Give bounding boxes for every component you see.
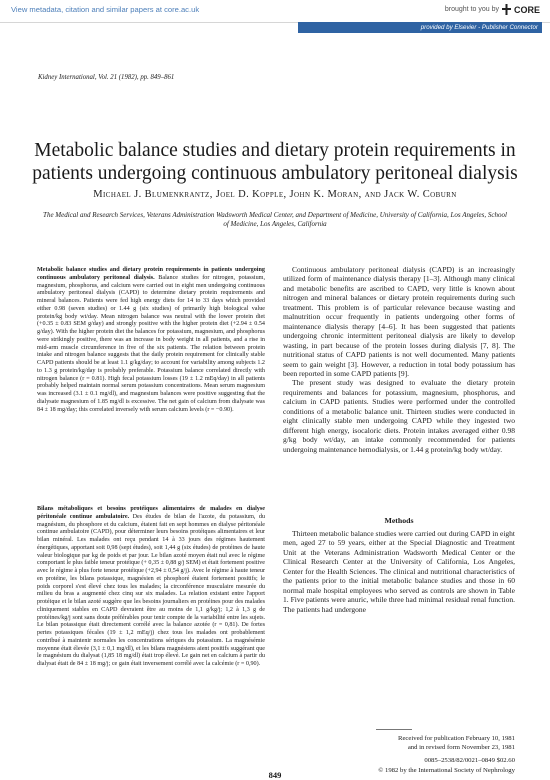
abstract-french-body: Des études de bilan de l'azote, du potassium, du magnésium, du phosphore et du calcium, étaient fait en sept hommes en dialyse péritonéale continue ambulatoire (CAPD), pour déterminer leurs besoins protéiques alimentaires et leur bilan minéral. Les malades ont reçu pendant 14 à 33 jours des régimes hautement énergétiques, apportant soit 0,98 (sept études), soit 1,44 g (six études) de protéines de haute valeur biologique par kg de poids et par jour. Le bilan azoté moyen était nul avec le régime comportant le plus faible teneur protéique (+ 0,35 ± 0,88 g/j SEM) et était fortement positive avec le régime à plus forte teneur protéique (+2,94 ± 0,54 g/j). Avec le régime à haute teneur en protéine, les bilans potassique, magnésien et phosphoré étaient fortement positifs; le poids corporel s'est élevé chez tous les malades; la circonférence musculaire mesurée du milieu du bras a augmenté chez cinq sur six malades. La relation existant entre l'apport protéique et le bilan azoté suggère que les besoins journaliers en protéines pour des malades cliniquement stables en CAPD devraient être au moins de 1,1 g/kg/j; 1,2 à 1,3 g de protéines/kg/j sont sans doute préférables pour tenir compte de la variabilité entre les sujets. Le bilan potassique était directement corrélé avec la balance azotée (r = 0,81). De fortes pertes potassiques fécales (19 ± 1,2 mEq/j) chez tous les malades ont probablement contribué à maintenir normales les concentrations sériques du potassium. La magnésémie moyenne était élevée (3,1 ± 0,1 mg/dl), et les bilans magnésiens aient positifs suggérant que le magnésium du dialysat (1,85 18 mg/dl) était trop élevé. Le gain net en calcium à partir du dialysat était de 84 ± 18 mg/j; ce gain était inversement corrélé avec la calcémie (r = 0,90). bbox=[37, 513, 266, 667]
methods-paragraph: Thirteen metabolic balance studies were carried out during CAPD in eight men, aged 27 to 59 years, either at the Special Diagnostic and Treatment Unit at the Veterans Administration Wadsworth Medical Center or the Clinical Research Center at the University of California, Los Angeles, Center for the Health Sciences. The clinical and nutritional characteristics of the patients prior to the initial metabolic balance studies and those in 60 normal male hospital employees who served as controls are shown in Table 1. Five patients were anuric, while three had minimal residual renal function. The patients had undergone bbox=[283, 529, 515, 614]
abstract-english bbox=[37, 267, 265, 414]
methods-section bbox=[283, 529, 515, 614]
page-number: 849 bbox=[268, 770, 282, 780]
abstract-english-body: Balance studies for nitrogen, potassium, magnesium, phosphorus, and calcium were carried out in eight men undergoing continuous ambulatory peritoneal dialysis (CAPD) to determine dietary protein requirements and mineral balances. Patients were fed high energy diets for 14 to 33 days which provided either 0.98 (seven studies) or 1.44 g (six studies) of primarily high biological value protein/kg body wt/day. Mean nitrogen balance was neutral with the lower protein diet (+0.35 ± 0.83 SEM g/day) and strongly positive with the higher protein diet (+2.94 ± 0.54 g/day). With the higher protein diet the balances for potassium, magnesium, and phosphorus were strikingly positive, there was an increase in body weight in all patients, and a rise in mid-arm muscle circumference in five of the six patients. The relation between protein intake and nitrogen balance suggests that the daily protein requirement for clinically stable CAPD patients should be at least 1.1 g/kg/day; to account for variability among subjects 1.2 to 1.3 g protein/kg/day is probably preferable. Potassium balance correlated directly with nitrogen balance (r = 0.81). High fecal potassium losses (19 ± 1.2 mEq/day) in all patients probably helped maintain normal serum potassium concentrations. Mean serum magnesium was increased (3.1 ± 0.1 mg/dl), and magnesium balances were positive suggesting that the dialysate magnesium of 1.85 mg/dl is excessive. The net gain of calcium from dialysate was 84 ± 18 mg/day; this correlated inversely with serum calcium levels (r = −0.90). bbox=[37, 274, 265, 413]
footnote-divider bbox=[376, 729, 412, 730]
copyright-notice: © 1982 by the International Society of Nephrology bbox=[378, 767, 515, 774]
brought-by-text: brought to you by bbox=[444, 6, 499, 13]
introduction-section bbox=[283, 265, 515, 454]
provided-by-banner[interactable]: provided by Elsevier - Publisher Connector bbox=[298, 22, 542, 33]
core-header-bar bbox=[0, 0, 550, 23]
core-label[interactable]: CORE bbox=[513, 4, 540, 15]
received-dates: Received for publication February 10, 1981 and in revised form November 23, 1981 bbox=[398, 735, 515, 751]
journal-citation: Kidney International, Vol. 21 (1982), pp. 849–861 bbox=[38, 74, 175, 81]
intro-paragraph: Continuous ambulatory peritoneal dialysis (CAPD) is an increasingly utilized form of maintenance dialysis therapy [1–3]. Although many clinical and metabolic benefits are ascribed to CAPD, very little is known about nitrogen and mineral balances or dietary protein requirements during such treatment. This problem is of particular relevance because wasting and malnutrition occur frequently in patients undergoing other forms of maintenance dialysis therapy [4–6]. It has been suggested that patients undergoing chronic intermittent peritoneal dialysis are likely to develop wasting, in part because of the protein losses during dialysis [7, 8]. The nutritional status of CAPD patients is not well documented. Many patients seem to gain weight [3]. However, a reduction in total body potassium has been reported in some CAPD patients [9]. bbox=[283, 265, 515, 378]
core-logo-icon bbox=[502, 4, 511, 15]
core-metadata-link[interactable]: View metadata, citation and similar papers at core.ac.uk bbox=[11, 5, 200, 14]
methods-heading: Methods bbox=[384, 516, 414, 525]
author-list: Michael J. Blumenkrantz, Joel D. Kopple, John K. Moran, and Jack W. Coburn bbox=[93, 189, 457, 200]
article-title: Metabolic balance studies and dietary protein requirements in patients undergoing continuous ambulatory peritoneal dialysis bbox=[32, 140, 518, 184]
core-branding bbox=[445, 4, 540, 15]
abstract-english-lead: Metabolic balance studies and dietary protein requirements in patients undergoing continuous ambulatory peritoneal dialysis. bbox=[37, 267, 265, 281]
abstract-french-lead: Bilans métaboliques et besoins protéiques alimentaires de malades en dialyse péritonéale continue ambulatoire. bbox=[37, 506, 265, 520]
abstract-french bbox=[37, 506, 265, 669]
author-affiliation: The Medical and Research Services, Veterans Administration Wadsworth Medical Center, and Department of Medicine, University of California, Los Angeles, School of Medicine, Los Angeles, California bbox=[43, 211, 507, 228]
article-code: 0085–2538/82/0021–0849 $02.60 bbox=[424, 757, 515, 764]
intro-paragraph: The present study was designed to evaluate the dietary protein requirements and balances for potassium, magnesium, phosphorus, and calcium in CAPD patients. Studies were performed under the controlled conditions of a metabolic balance unit. Thirteen studies were conducted in eight clinically stable men undergoing CAPD while they ingested two different high energy, isocaloric diets. Protein intakes averaged either 0.98 g/kg body wt/day, an intake commonly recommended for patients undergoing maintenance hemodialysis, or 1.44 g protein/kg body wt/day. bbox=[283, 378, 515, 454]
